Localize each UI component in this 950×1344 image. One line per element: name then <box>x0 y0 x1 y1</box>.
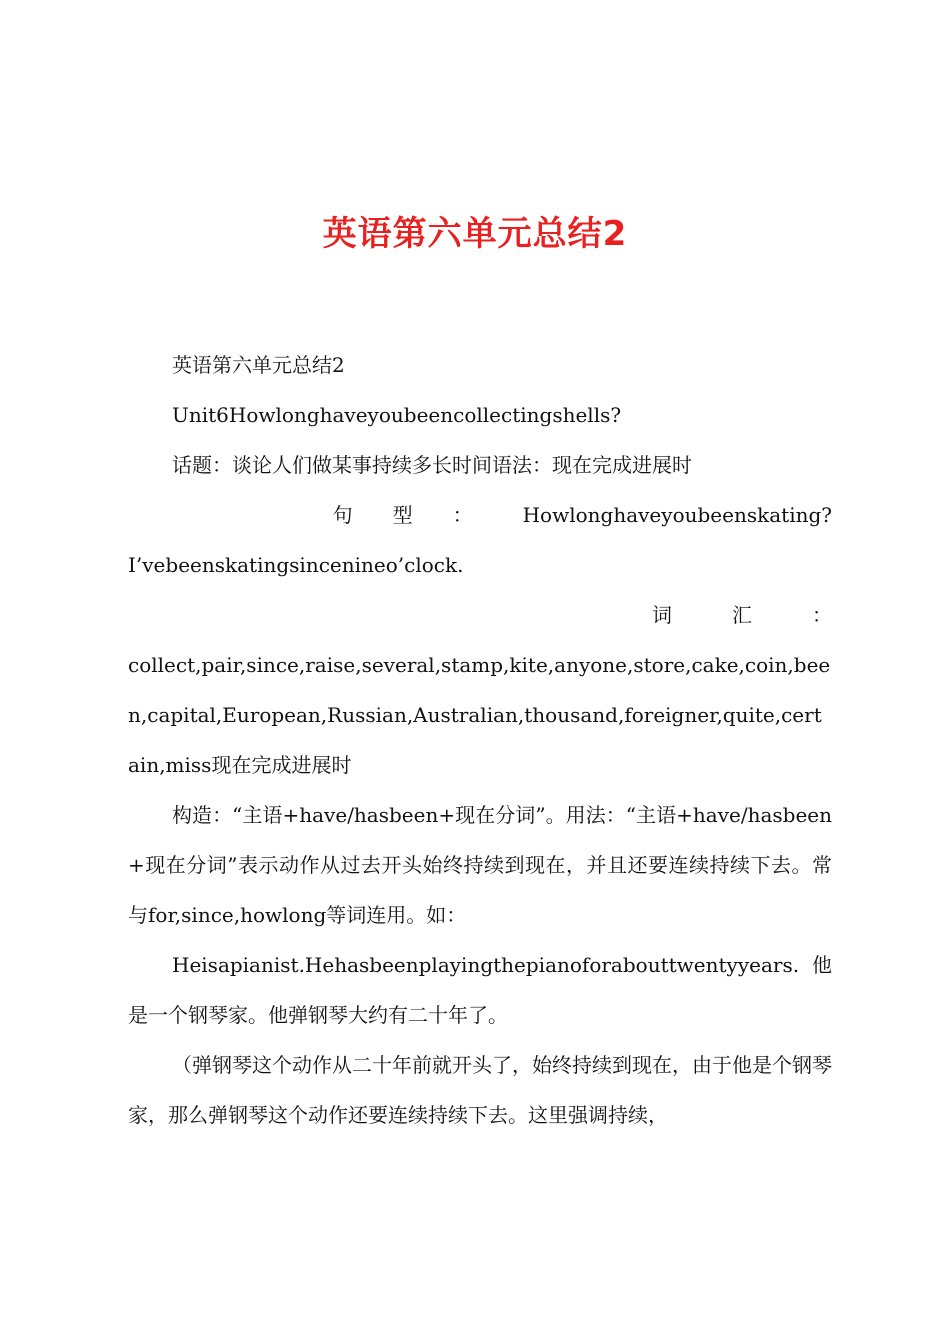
paragraph-structure-usage: 构造：“主语+have/hasbeen+现在分词”。用法：“主语+have/hasbeen+现在分词”表示动作从过去开头始终持续到现在，并且还要连续持续下去。常与for,since,howlong等词连用。如： <box>128 803 832 927</box>
paragraph-explanation: （弹钢琴这个动作从二十年前就开头了，始终持续到现在，由于他是个钢琴家，那么弹钢琴这个动作还要连续持续下去。这里强调持续， <box>128 1053 832 1127</box>
sentence-pattern-continuation: I’vebeenskatingsincenineo’clock. <box>128 553 464 577</box>
vocabulary-label: 词 汇 ： <box>652 603 832 627</box>
paragraph-topic-grammar: 话题：谈论人们做某事持续多长时间语法：现在完成进展时 <box>172 453 692 477</box>
document-body <box>128 340 832 1140</box>
document-title: 英语第六单元总结2 <box>322 214 628 254</box>
sentence-pattern-label: 句 型 ： <box>332 503 473 527</box>
paragraph-example: Heisapianist.Hehasbeenplayingthepianoforabouttwentyyears.他是一个钢琴家。他弹钢琴大约有二十年了。 <box>128 953 832 1027</box>
paragraph-unit-title: Unit6Howlonghaveyoubeencollectingshells? <box>172 403 622 427</box>
paragraph-sentence-pattern <box>128 490 832 540</box>
paragraph-vocabulary: collect,pair,since,raise,several,stamp,kite,anyone,store,cake,coin,been,capital,European,Russian,Australian,thousand,foreigner,quite,certain,miss现在完成进展时 <box>128 653 831 777</box>
paragraph-subtitle: 英语第六单元总结2 <box>172 353 345 377</box>
sentence-pattern-value: Howlonghaveyoubeenskating? <box>522 503 832 527</box>
